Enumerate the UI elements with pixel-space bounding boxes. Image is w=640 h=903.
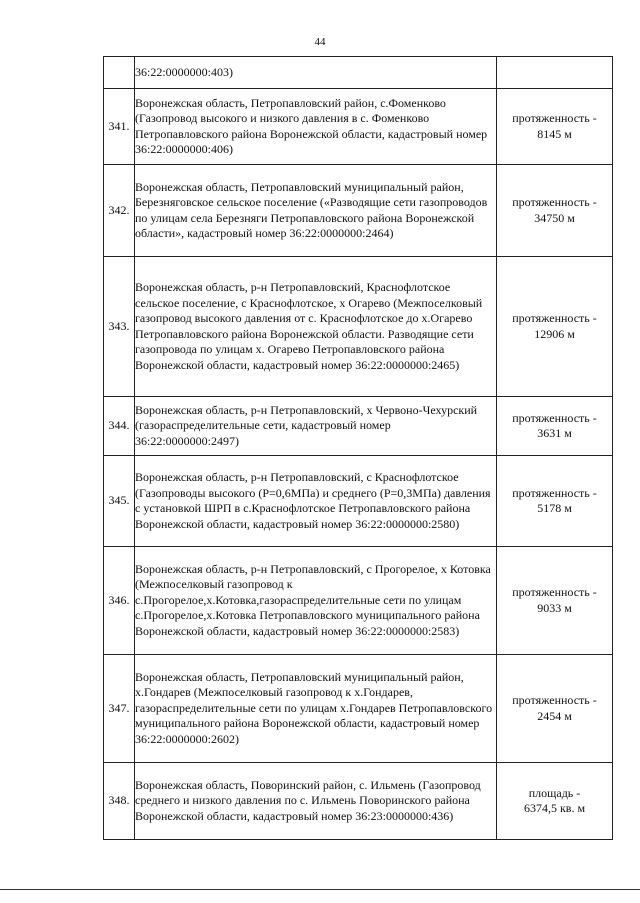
object-measure <box>497 655 613 763</box>
object-description: 36:22:0000000:403) <box>135 57 497 89</box>
object-measure <box>497 397 613 456</box>
page-number: 44 <box>314 36 326 48</box>
object-measure <box>497 763 613 840</box>
object-description: Воронежская область, р-н Петропавловский, х Червоно-Чехурский (газораспределительные сети, кадастровый номер 36:22:0000000:2497) <box>135 397 497 456</box>
object-description: Воронежская область, Петропавловский муниципальный район, Березняговское сельское поселение («Разводящие сети газопроводов по улицам села Березняги Петропавловского района Воронежской области», кадастровый номер 36:22:0000000:2464) <box>135 165 497 257</box>
object-description: Воронежская область, Поворинский район, с. Ильмень (Газопровод среднего и низкого давления по с. Ильмень Поворинского района Воронежской области, кадастровый номер 36:23:0000000:436) <box>135 763 497 840</box>
object-description: Воронежская область, Петропавловский район, с.Фоменково (Газопровод высокого и низкого давления в с. Фоменково Петропавловского района Воронежской области, кадастровый номер 36:22:0000000:406) <box>135 89 497 165</box>
row-number: 348. <box>104 763 135 840</box>
row-number: 344. <box>104 397 135 456</box>
measure-value: 9033 м <box>537 600 572 615</box>
measure-label: протяженность - <box>512 585 597 599</box>
registry-table <box>103 56 613 840</box>
object-measure <box>497 57 613 89</box>
measure-label: протяженность - <box>512 410 597 425</box>
row-number <box>104 57 135 89</box>
object-measure <box>497 89 613 165</box>
bottom-rule <box>0 889 640 890</box>
measure-value: 8145 м <box>537 126 572 141</box>
measure-value: 34750 м <box>534 210 575 225</box>
row-number: 343. <box>104 257 135 397</box>
object-description: Воронежская область, Петропавловский муниципальный район, х.Гондарев (Межпоселковый газопровод к х.Гондарев, газораспределительные сети по улицам х.Гондарев Петропавловского муниципального района Воронежской области, кадастровый номер 36:22:0000000:2602) <box>135 655 497 763</box>
measure-label: протяженность - <box>512 111 597 125</box>
measure-value: 12906 м <box>534 326 575 341</box>
object-measure <box>497 165 613 257</box>
object-description: Воронежская область, р-н Петропавловский, с Краснофлотское (Газопроводы высокого (Р=0,6МПа) и среднего (Р=0,3МПа) давления с установкой ШРП в с.Краснофлотское Петропавловского района Воронежской области, кадастровый номер 36:22:0000000:2580) <box>135 456 497 547</box>
measure-label: протяженность - <box>512 311 597 325</box>
row-number: 345. <box>104 456 135 547</box>
measure-value: 5178 м <box>537 501 572 515</box>
table-row <box>104 397 613 456</box>
object-description: Воронежская область, р-н Петропавловский, с Прогорелое, х Котовка (Межпоселковый газопровод к с.Прогорелое,х.Котовка,газораспределительные сети по улицам с.Прогорелое,х.Котовка Петропавловского муниципального района Воронежской области, кадастровый номер 36:22:0000000:2583) <box>135 547 497 655</box>
object-measure <box>497 257 613 397</box>
table-row <box>104 57 613 89</box>
table-row <box>104 655 613 763</box>
table-row <box>104 547 613 655</box>
measure-label: площадь - <box>528 785 581 800</box>
row-number: 347. <box>104 655 135 763</box>
measure-label: протяженность - <box>512 195 597 209</box>
measure-label: протяженность - <box>512 693 597 707</box>
table-row <box>104 257 613 397</box>
measure-value: 6374,5 кв. м <box>523 801 586 815</box>
table-row <box>104 89 613 165</box>
table-row <box>104 763 613 840</box>
measure-value: 3631 м <box>537 426 572 440</box>
row-number: 342. <box>104 165 135 257</box>
measure-label: протяженность - <box>512 485 597 500</box>
object-description: Воронежская область, р-н Петропавловский, Краснофлотское сельское поселение, с Краснофлотское, х Огарево (Межпоселковый газопровод высокого давления от с. Краснофлотское до х.Огарево Петропавловского района Воронежской области. Разводящие сети газопровода по улицам х. Огарево Петропавловского района Воронежской области, кадастровый номер 36:22:0000000:2465) <box>135 257 497 397</box>
object-measure <box>497 456 613 547</box>
row-number: 341. <box>104 89 135 165</box>
table-row <box>104 165 613 257</box>
table-row <box>104 456 613 547</box>
measure-value: 2454 м <box>537 708 572 723</box>
object-measure <box>497 547 613 655</box>
row-number: 346. <box>104 547 135 655</box>
